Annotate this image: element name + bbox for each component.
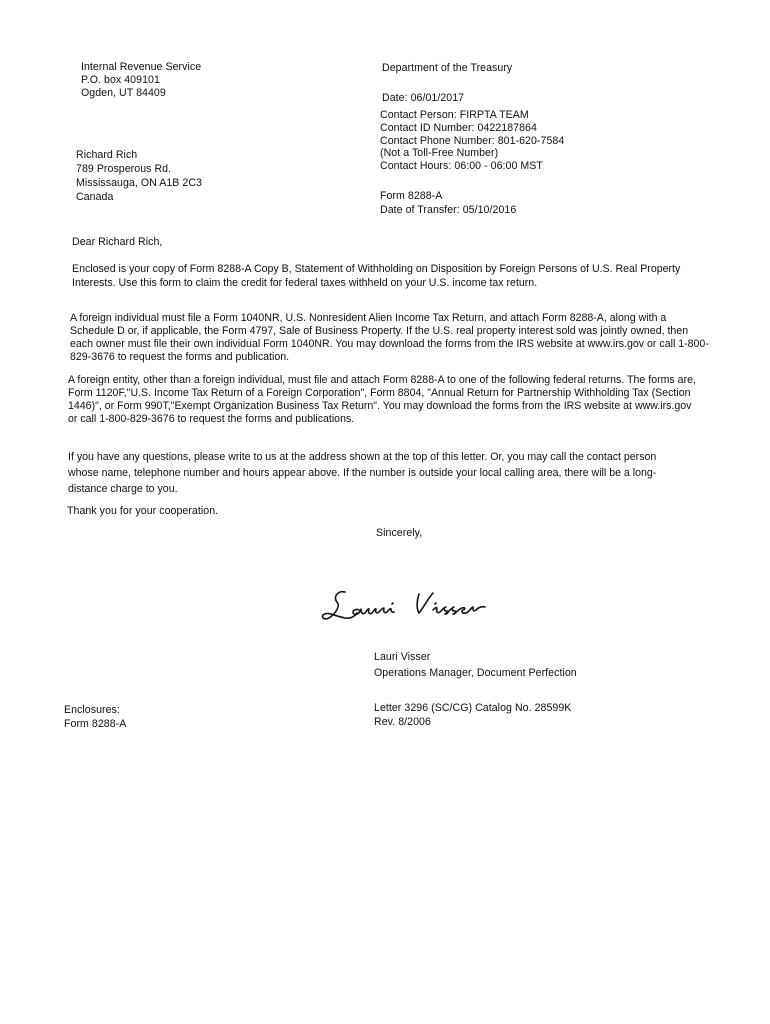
contact-id-number: Contact ID Number: 0422187864 [380,121,537,134]
contact-phone: Contact Phone Number: 801-620-7584 [380,134,565,147]
department-heading: Department of the Treasury [382,62,513,74]
letter-catalog-number: Letter 3296 (SC/CG) Catalog No. 28599K [374,702,572,714]
thanks-line: Thank you for your cooperation. [67,505,219,517]
enclosures-label: Enclosures: [64,704,120,716]
recipient-country: Canada [76,191,114,203]
paragraph-3: A foreign entity, other than a foreign individual, must file and attach Form 8288-A to one of the following federal returns. The forms are, Form 1120F,"U.S. Income Tax Return of a Foreign Corporation", Form 8804, "Annual Return for Partnership Withholding Tax (Section 1446)", or Form 990T,"Exempt Organization Business Tax Return". You may download the forms from the IRS website at www.irs.gov or call 1-800-829-3676 to request the forms and publications. [68,374,696,425]
paragraph-1: Enclosed is your copy of Form 8288-A Copy B, Statement of Withholding on Disposition by Foreign Persons of U.S. Real Property Interests. Use this form to claim the credit for federal taxes withheld on your U.S. income tax return. [72,263,681,289]
recipient-city: Mississauga, ON A1B 2C3 [76,177,202,189]
signer-block [374,649,577,681]
letter-reference [374,702,571,729]
recipient-name: Richard Rich [76,149,138,161]
salutation: Dear Richard Rich, [72,236,163,248]
handwritten-signature [315,580,500,628]
paragraph-2: A foreign individual must file a Form 1040NR, U.S. Nonresident Alien Income Tax Return, and attach Form 8288-A, along with a Schedule D or, if applicable, the Form 4797, Sale of Business Property. If the U.S. real property interest sold was jointly owned, then each owner must file their own individual Form 1040NR. You may download the forms from the IRS website at www.irs.gov or call 1-800-829-3676 to request the forms and publication. [70,312,709,363]
letter-date: Date: 06/01/2017 [382,92,465,104]
sender-line-1: Internal Revenue Service [81,61,202,73]
contact-hours: Contact Hours: 06:00 - 06:00 MST [380,160,543,173]
paragraph-4: If you have any questions, please write to us at the address shown at the top of this letter. Or, you may call the contact person whose name, telephone number and hours appear above. If the number is outside your local calling area, there will be a long-distance charge to you. [68,451,657,495]
sender-address [81,61,201,99]
signer-title: Operations Manager, Document Perfection [374,667,577,679]
enclosures-block [64,704,126,731]
letter-revision: Rev. 8/2006 [374,715,431,728]
form-number: Form 8288-A [380,190,443,202]
recipient-street: 789 Prosperous Rd. [76,163,172,175]
recipient-address [76,148,202,204]
signer-name: Lauri Visser [374,651,431,663]
sender-line-2: P.O. box 409101 [81,73,160,86]
contact-info [380,109,564,173]
sender-line-3: Ogden, UT 84409 [81,86,166,99]
enclosure-item: Form 8288-A [64,717,127,730]
form-info [380,189,516,217]
closing: Sincerely, [376,527,423,539]
contact-person: Contact Person: FIRPTA TEAM [380,109,529,121]
transfer-date: Date of Transfer: 05/10/2016 [380,204,517,216]
contact-toll-note: (Not a Toll-Free Number) [380,147,499,160]
